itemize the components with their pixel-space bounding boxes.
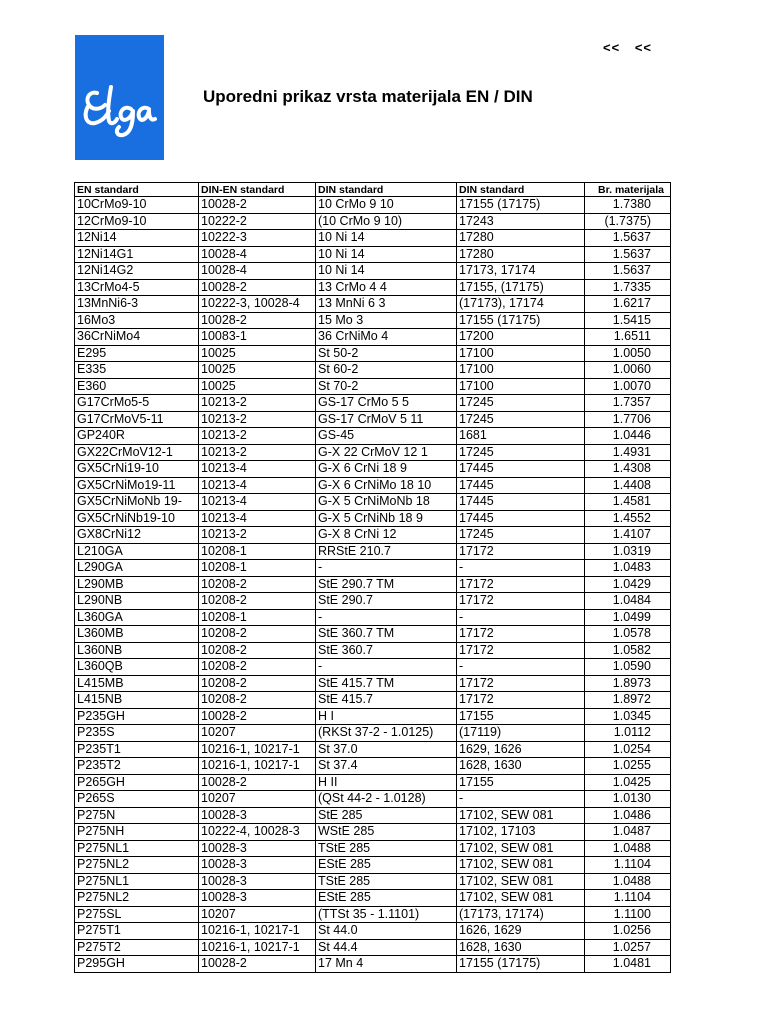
material-number-cell: 1.0060 — [585, 362, 671, 379]
din-en-standard-cell: 10213-4 — [199, 494, 316, 511]
material-number-cell: 1.4581 — [585, 494, 671, 511]
table-row — [75, 246, 671, 263]
din-standard-2-cell: 17173, 17174 — [457, 263, 585, 280]
din-standard-2-cell: 17100 — [457, 378, 585, 395]
table-row — [75, 230, 671, 247]
en-standard-cell: P235GH — [75, 708, 199, 725]
table-row — [75, 906, 671, 923]
din-standard-cell: StE 415.7 — [316, 692, 457, 709]
din-en-standard-cell: 10213-4 — [199, 510, 316, 527]
material-number-cell: 1.0256 — [585, 923, 671, 940]
en-standard-cell: P265GH — [75, 774, 199, 791]
din-standard-2-cell: 17172 — [457, 675, 585, 692]
din-standard-cell: 36 CrNiMo 4 — [316, 329, 457, 346]
table-row — [75, 659, 671, 676]
din-standard-cell: 10 Ni 14 — [316, 263, 457, 280]
din-standard-2-cell: - — [457, 560, 585, 577]
en-standard-cell: L360GA — [75, 609, 199, 626]
table-row — [75, 345, 671, 362]
material-number-cell: 1.0590 — [585, 659, 671, 676]
en-standard-cell: 10CrMo9-10 — [75, 197, 199, 214]
din-standard-cell: EStE 285 — [316, 857, 457, 874]
din-en-standard-cell: 10222-4, 10028-3 — [199, 824, 316, 841]
table-row — [75, 642, 671, 659]
din-en-standard-cell: 10207 — [199, 725, 316, 742]
material-number-cell: 1.4308 — [585, 461, 671, 478]
din-en-standard-cell: 10208-2 — [199, 675, 316, 692]
en-standard-cell: P275T1 — [75, 923, 199, 940]
table-row — [75, 197, 671, 214]
elga-logo-icon — [75, 35, 164, 160]
material-number-cell: 1.0425 — [585, 774, 671, 791]
din-en-standard-cell: 10213-2 — [199, 411, 316, 428]
din-standard-2-cell: 17102, 17103 — [457, 824, 585, 841]
din-standard-cell: WStE 285 — [316, 824, 457, 841]
din-en-standard-cell: 10207 — [199, 906, 316, 923]
table-row — [75, 873, 671, 890]
material-number-cell: 1.0130 — [585, 791, 671, 808]
din-standard-cell: StE 360.7 TM — [316, 626, 457, 643]
material-number-cell: 1.0255 — [585, 758, 671, 775]
navigation — [603, 40, 662, 55]
material-number-cell: 1.7357 — [585, 395, 671, 412]
material-number-cell: 1.5637 — [585, 230, 671, 247]
table-row — [75, 395, 671, 412]
material-number-cell: 1.0487 — [585, 824, 671, 841]
en-standard-cell: P275NL2 — [75, 857, 199, 874]
en-standard-cell: L290GA — [75, 560, 199, 577]
table-row — [75, 692, 671, 709]
header-en-standard: EN standard — [75, 183, 199, 197]
din-standard-2-cell: (17173, 17174) — [457, 906, 585, 923]
table-row — [75, 791, 671, 808]
din-standard-2-cell: 17172 — [457, 543, 585, 560]
material-number-cell: 1.5415 — [585, 312, 671, 329]
din-en-standard-cell: 10028-4 — [199, 246, 316, 263]
header-material-number: Br. materijala — [585, 183, 671, 197]
material-number-cell: 1.4552 — [585, 510, 671, 527]
material-number-cell: 1.8973 — [585, 675, 671, 692]
din-standard-2-cell: 17100 — [457, 362, 585, 379]
material-number-cell: 1.0345 — [585, 708, 671, 725]
din-standard-2-cell: 17155, (17175) — [457, 279, 585, 296]
en-standard-cell: P275NL1 — [75, 840, 199, 857]
en-standard-cell: P295GH — [75, 956, 199, 973]
table-row — [75, 510, 671, 527]
din-standard-cell: StE 415.7 TM — [316, 675, 457, 692]
table-row — [75, 527, 671, 544]
table-row — [75, 461, 671, 478]
din-standard-cell: TStE 285 — [316, 840, 457, 857]
din-standard-2-cell: 17245 — [457, 444, 585, 461]
din-standard-cell: TStE 285 — [316, 873, 457, 890]
table-row — [75, 923, 671, 940]
din-standard-cell: - — [316, 609, 457, 626]
din-en-standard-cell: 10213-4 — [199, 461, 316, 478]
en-standard-cell: GX5CrNiNb19-10 — [75, 510, 199, 527]
en-standard-cell: GP240R — [75, 428, 199, 445]
din-en-standard-cell: 10213-4 — [199, 477, 316, 494]
en-standard-cell: P235S — [75, 725, 199, 742]
din-standard-2-cell: 1681 — [457, 428, 585, 445]
table-body — [75, 197, 671, 973]
din-standard-cell: StE 290.7 — [316, 593, 457, 610]
elga-logo — [75, 35, 164, 160]
din-en-standard-cell: 10208-2 — [199, 642, 316, 659]
din-standard-cell: 10 Ni 14 — [316, 246, 457, 263]
din-standard-2-cell: 17102, SEW 081 — [457, 890, 585, 907]
header-din-en-standard: DIN-EN standard — [199, 183, 316, 197]
din-standard-2-cell: 17172 — [457, 593, 585, 610]
din-standard-cell: St 60-2 — [316, 362, 457, 379]
material-number-cell: 1.0446 — [585, 428, 671, 445]
material-number-cell: 1.1104 — [585, 857, 671, 874]
din-standard-cell: StE 360.7 — [316, 642, 457, 659]
din-standard-cell: 13 MnNi 6 3 — [316, 296, 457, 313]
table-row — [75, 576, 671, 593]
din-standard-2-cell: - — [457, 791, 585, 808]
din-standard-2-cell: 17245 — [457, 411, 585, 428]
en-standard-cell: GX8CrNi12 — [75, 527, 199, 544]
table-row — [75, 774, 671, 791]
din-en-standard-cell: 10028-3 — [199, 840, 316, 857]
din-en-standard-cell: 10028-3 — [199, 807, 316, 824]
en-standard-cell: 13CrMo4-5 — [75, 279, 199, 296]
table-row — [75, 378, 671, 395]
material-number-cell: 1.7706 — [585, 411, 671, 428]
din-standard-2-cell: 17172 — [457, 626, 585, 643]
en-standard-cell: 12Ni14 — [75, 230, 199, 247]
din-standard-cell: G-X 5 CrNiNb 18 9 — [316, 510, 457, 527]
din-standard-cell: RRStE 210.7 — [316, 543, 457, 560]
material-number-cell: 1.4107 — [585, 527, 671, 544]
table-header-row — [75, 183, 671, 197]
back-link[interactable]: << — [603, 40, 621, 55]
din-en-standard-cell: 10213-2 — [199, 395, 316, 412]
din-en-standard-cell: 10028-2 — [199, 708, 316, 725]
din-standard-cell: 15 Mo 3 — [316, 312, 457, 329]
din-standard-cell: (10 CrMo 9 10) — [316, 213, 457, 230]
table-row — [75, 428, 671, 445]
din-standard-2-cell: 17200 — [457, 329, 585, 346]
header-din-standard: DIN standard — [316, 183, 457, 197]
din-standard-2-cell: 17445 — [457, 461, 585, 478]
din-en-standard-cell: 10025 — [199, 362, 316, 379]
din-standard-cell: G-X 6 CrNiMo 18 10 — [316, 477, 457, 494]
din-standard-2-cell: 17155 (17175) — [457, 956, 585, 973]
table-row — [75, 263, 671, 280]
din-standard-cell: St 44.0 — [316, 923, 457, 940]
din-en-standard-cell: 10025 — [199, 378, 316, 395]
din-standard-2-cell: 17245 — [457, 395, 585, 412]
din-standard-2-cell: 17102, SEW 081 — [457, 840, 585, 857]
din-standard-cell: G-X 22 CrMoV 12 1 — [316, 444, 457, 461]
table-row — [75, 824, 671, 841]
din-standard-cell: 10 CrMo 9 10 — [316, 197, 457, 214]
table-row — [75, 609, 671, 626]
materials-table — [74, 182, 671, 973]
din-standard-2-cell: 17243 — [457, 213, 585, 230]
din-standard-cell: G-X 8 CrNi 12 — [316, 527, 457, 544]
din-standard-2-cell: 17155 (17175) — [457, 197, 585, 214]
en-standard-cell: L360NB — [75, 642, 199, 659]
table-row — [75, 494, 671, 511]
din-en-standard-cell: 10028-2 — [199, 197, 316, 214]
din-standard-2-cell: 1628, 1630 — [457, 758, 585, 775]
table-row — [75, 807, 671, 824]
en-standard-cell: P275T2 — [75, 939, 199, 956]
table-row — [75, 956, 671, 973]
table-row — [75, 840, 671, 857]
din-standard-cell: - — [316, 659, 457, 676]
din-standard-2-cell: 17280 — [457, 246, 585, 263]
din-en-standard-cell: 10213-2 — [199, 527, 316, 544]
table-row — [75, 626, 671, 643]
din-en-standard-cell: 10028-4 — [199, 263, 316, 280]
en-standard-cell: E360 — [75, 378, 199, 395]
table-row — [75, 312, 671, 329]
din-standard-cell: St 37.4 — [316, 758, 457, 775]
material-number-cell: 1.0488 — [585, 840, 671, 857]
en-standard-cell: L360QB — [75, 659, 199, 676]
material-number-cell: 1.0582 — [585, 642, 671, 659]
en-standard-cell: L210GA — [75, 543, 199, 560]
din-standard-2-cell: 17102, SEW 081 — [457, 807, 585, 824]
din-en-standard-cell: 10216-1, 10217-1 — [199, 939, 316, 956]
din-standard-cell: (RKSt 37-2 - 1.0125) — [316, 725, 457, 742]
material-number-cell: 1.0050 — [585, 345, 671, 362]
material-number-cell: 1.1104 — [585, 890, 671, 907]
din-standard-2-cell: 17280 — [457, 230, 585, 247]
material-number-cell: 1.4931 — [585, 444, 671, 461]
din-en-standard-cell: 10216-1, 10217-1 — [199, 741, 316, 758]
material-number-cell: 1.0488 — [585, 873, 671, 890]
en-standard-cell: 36CrNiMo4 — [75, 329, 199, 346]
material-number-cell: 1.0429 — [585, 576, 671, 593]
din-en-standard-cell: 10213-2 — [199, 428, 316, 445]
material-number-cell: 1.7380 — [585, 197, 671, 214]
table-row — [75, 296, 671, 313]
en-standard-cell: G17CrMo5-5 — [75, 395, 199, 412]
table-row — [75, 444, 671, 461]
din-en-standard-cell: 10222-3 — [199, 230, 316, 247]
din-standard-cell: St 37.0 — [316, 741, 457, 758]
din-standard-cell: H II — [316, 774, 457, 791]
din-en-standard-cell: 10216-1, 10217-1 — [199, 758, 316, 775]
material-number-cell: 1.0578 — [585, 626, 671, 643]
en-standard-cell: P275SL — [75, 906, 199, 923]
table-row — [75, 362, 671, 379]
din-standard-2-cell: 17172 — [457, 576, 585, 593]
en-standard-cell: L415NB — [75, 692, 199, 709]
din-en-standard-cell: 10083-1 — [199, 329, 316, 346]
din-standard-cell: (TTSt 35 - 1.1101) — [316, 906, 457, 923]
din-standard-2-cell: 17102, SEW 081 — [457, 873, 585, 890]
din-en-standard-cell: 10028-2 — [199, 956, 316, 973]
header-din-standard-2: DIN standard — [457, 183, 585, 197]
table-row — [75, 213, 671, 230]
material-number-cell: 1.5637 — [585, 263, 671, 280]
din-standard-cell: G-X 5 CrNiMoNb 18 — [316, 494, 457, 511]
din-standard-2-cell: 1628, 1630 — [457, 939, 585, 956]
table-row — [75, 741, 671, 758]
table-row — [75, 708, 671, 725]
material-number-cell: 1.1100 — [585, 906, 671, 923]
din-standard-cell: St 44.4 — [316, 939, 457, 956]
en-standard-cell: P275NL1 — [75, 873, 199, 890]
en-standard-cell: P275NH — [75, 824, 199, 841]
din-en-standard-cell: 10208-1 — [199, 609, 316, 626]
din-en-standard-cell: 10028-3 — [199, 873, 316, 890]
en-standard-cell: 12Ni14G1 — [75, 246, 199, 263]
back-link-2[interactable]: << — [634, 40, 652, 55]
material-number-cell: 1.0070 — [585, 378, 671, 395]
din-standard-2-cell: 17100 — [457, 345, 585, 362]
din-standard-cell: GS-45 — [316, 428, 457, 445]
en-standard-cell: P275N — [75, 807, 199, 824]
table-row — [75, 560, 671, 577]
material-number-cell: 1.4408 — [585, 477, 671, 494]
material-number-cell: (1.7375) — [585, 213, 671, 230]
din-standard-cell: 13 CrMo 4 4 — [316, 279, 457, 296]
din-en-standard-cell: 10208-2 — [199, 593, 316, 610]
din-standard-cell: 10 Ni 14 — [316, 230, 457, 247]
din-standard-2-cell: - — [457, 609, 585, 626]
din-en-standard-cell: 10028-2 — [199, 279, 316, 296]
table-row — [75, 329, 671, 346]
din-en-standard-cell: 10028-3 — [199, 857, 316, 874]
table-row — [75, 543, 671, 560]
material-number-cell: 1.8972 — [585, 692, 671, 709]
din-en-standard-cell: 10028-3 — [199, 890, 316, 907]
en-standard-cell: L360MB — [75, 626, 199, 643]
en-standard-cell: P235T2 — [75, 758, 199, 775]
table-row — [75, 758, 671, 775]
table-row — [75, 725, 671, 742]
din-en-standard-cell: 10028-2 — [199, 312, 316, 329]
page-title: Uporedni prikaz vrsta materijala EN / DIN — [203, 87, 533, 106]
en-standard-cell: E335 — [75, 362, 199, 379]
material-number-cell: 1.0254 — [585, 741, 671, 758]
material-number-cell: 1.0319 — [585, 543, 671, 560]
din-en-standard-cell: 10222-3, 10028-4 — [199, 296, 316, 313]
din-standard-2-cell: 17102, SEW 081 — [457, 857, 585, 874]
table-row — [75, 939, 671, 956]
table-row — [75, 857, 671, 874]
din-standard-2-cell: (17119) — [457, 725, 585, 742]
en-standard-cell: 12Ni14G2 — [75, 263, 199, 280]
din-standard-2-cell: (17173), 17174 — [457, 296, 585, 313]
din-standard-2-cell: 17245 — [457, 527, 585, 544]
en-standard-cell: 12CrMo9-10 — [75, 213, 199, 230]
en-standard-cell: P235T1 — [75, 741, 199, 758]
din-standard-2-cell: 17445 — [457, 510, 585, 527]
din-standard-cell: G-X 6 CrNi 18 9 — [316, 461, 457, 478]
din-standard-cell: EStE 285 — [316, 890, 457, 907]
din-en-standard-cell: 10222-2 — [199, 213, 316, 230]
material-number-cell: 1.6217 — [585, 296, 671, 313]
din-en-standard-cell: 10025 — [199, 345, 316, 362]
din-en-standard-cell: 10208-2 — [199, 626, 316, 643]
din-standard-2-cell: 17445 — [457, 477, 585, 494]
material-number-cell: 1.7335 — [585, 279, 671, 296]
din-en-standard-cell: 10216-1, 10217-1 — [199, 923, 316, 940]
din-standard-cell: GS-17 CrMo 5 5 — [316, 395, 457, 412]
din-en-standard-cell: 10207 — [199, 791, 316, 808]
din-standard-cell: St 50-2 — [316, 345, 457, 362]
material-number-cell: 1.0112 — [585, 725, 671, 742]
din-standard-2-cell: 17445 — [457, 494, 585, 511]
material-number-cell: 1.5637 — [585, 246, 671, 263]
en-standard-cell: L415MB — [75, 675, 199, 692]
en-standard-cell: GX5CrNiMo19-11 — [75, 477, 199, 494]
din-standard-2-cell: 17155 (17175) — [457, 312, 585, 329]
en-standard-cell: 13MnNi6-3 — [75, 296, 199, 313]
en-standard-cell: GX5CrNi19-10 — [75, 461, 199, 478]
din-standard-2-cell: 17155 — [457, 774, 585, 791]
din-standard-2-cell: - — [457, 659, 585, 676]
din-en-standard-cell: 10208-2 — [199, 692, 316, 709]
din-en-standard-cell: 10208-2 — [199, 576, 316, 593]
table-row — [75, 593, 671, 610]
din-standard-cell: H I — [316, 708, 457, 725]
table-row — [75, 279, 671, 296]
table-row — [75, 411, 671, 428]
en-standard-cell: L290MB — [75, 576, 199, 593]
din-standard-cell: (QSt 44-2 - 1.0128) — [316, 791, 457, 808]
en-standard-cell: L290NB — [75, 593, 199, 610]
din-en-standard-cell: 10028-2 — [199, 774, 316, 791]
en-standard-cell: P265S — [75, 791, 199, 808]
din-standard-2-cell: 17155 — [457, 708, 585, 725]
material-number-cell: 1.0499 — [585, 609, 671, 626]
en-standard-cell: E295 — [75, 345, 199, 362]
en-standard-cell: 16Mo3 — [75, 312, 199, 329]
din-en-standard-cell: 10208-1 — [199, 560, 316, 577]
din-standard-2-cell: 17172 — [457, 642, 585, 659]
din-standard-cell: StE 285 — [316, 807, 457, 824]
din-en-standard-cell: 10213-2 — [199, 444, 316, 461]
en-standard-cell: P275NL2 — [75, 890, 199, 907]
din-en-standard-cell: 10208-2 — [199, 659, 316, 676]
din-standard-cell: GS-17 CrMoV 5 11 — [316, 411, 457, 428]
din-standard-cell: 17 Mn 4 — [316, 956, 457, 973]
material-number-cell: 1.0481 — [585, 956, 671, 973]
material-number-cell: 1.0483 — [585, 560, 671, 577]
din-standard-cell: StE 290.7 TM — [316, 576, 457, 593]
material-number-cell: 1.6511 — [585, 329, 671, 346]
en-standard-cell: G17CrMoV5-11 — [75, 411, 199, 428]
din-en-standard-cell: 10208-1 — [199, 543, 316, 560]
din-standard-2-cell: 17172 — [457, 692, 585, 709]
din-standard-2-cell: 1629, 1626 — [457, 741, 585, 758]
table-row — [75, 675, 671, 692]
en-standard-cell: GX22CrMoV12-1 — [75, 444, 199, 461]
din-standard-cell: - — [316, 560, 457, 577]
material-number-cell: 1.0257 — [585, 939, 671, 956]
table-row — [75, 890, 671, 907]
din-standard-2-cell: 1626, 1629 — [457, 923, 585, 940]
en-standard-cell: GX5CrNiMoNb 19- — [75, 494, 199, 511]
material-number-cell: 1.0486 — [585, 807, 671, 824]
din-standard-cell: St 70-2 — [316, 378, 457, 395]
table-row — [75, 477, 671, 494]
material-number-cell: 1.0484 — [585, 593, 671, 610]
